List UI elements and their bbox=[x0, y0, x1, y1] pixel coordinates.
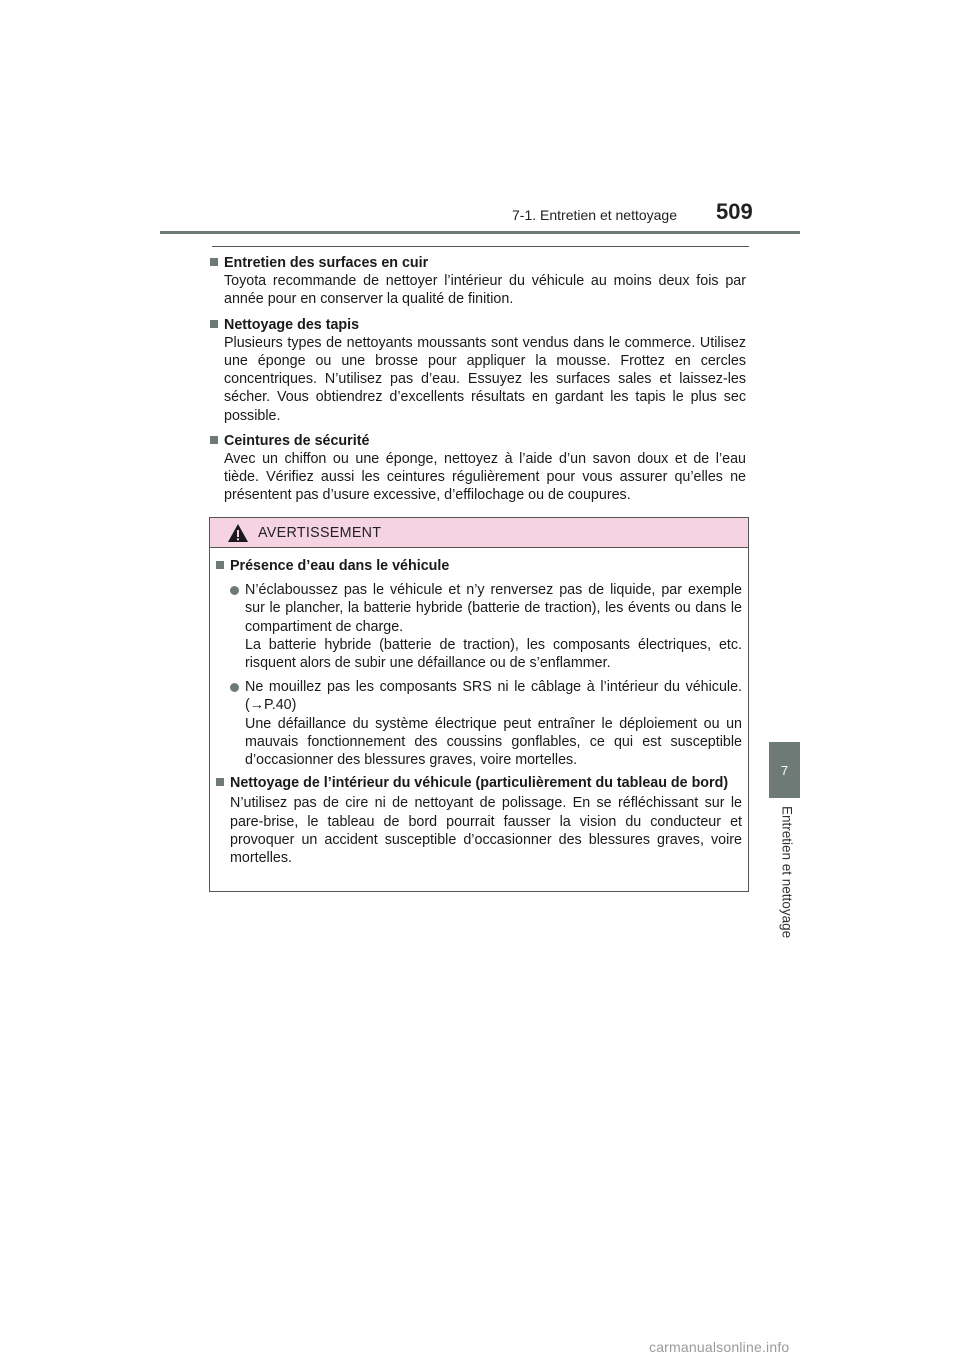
section-body: Plusieurs types de nettoyants moussants sont vendus dans le commerce. Utilisez une éponge ou une brosse pour appliquer la mousse. Frottez en cercles concentriques. N’utilisez pas d’eau. Essuyez les surfaces sales et laissez-les sécher. Vous obtiendrez d’excellents résultats en gardant les tapis le plus sec possible. bbox=[224, 334, 746, 424]
section-title: Ceintures de sécurité bbox=[224, 432, 370, 449]
warning-triangle-icon bbox=[227, 523, 249, 543]
warning-section-title: Nettoyage de l’intérieur du véhicule (particulièrement du tableau de bord) bbox=[230, 775, 729, 792]
warning-bullet bbox=[230, 581, 742, 672]
section-body: Avec un chiffon ou une éponge, nettoyez à l’aide d’un savon doux et de l’eau tiède. Vérifiez aussi les ceintures régulièrement pour vous assurer qu’elles ne présentent pas d’usure excessive, d’effilochage ou de coupures. bbox=[224, 451, 746, 504]
warning-title: AVERTISSEMENT bbox=[258, 524, 382, 541]
section-heading bbox=[210, 316, 746, 334]
section-body: Toyota recommande de nettoyer l’intérieur du véhicule au moins deux fois par année pour en conserver la qualité de finition. bbox=[224, 273, 746, 308]
warning-section-body: N’utilisez pas de cire ni de nettoyant de polissage. En se réfléchissant sur le pare-brise, le tableau de bord pourrait fausser la vision du conducteur et provoquer un accident susceptible d’occasionner des blessures graves, voire mortelles. bbox=[230, 795, 742, 867]
warning-header bbox=[210, 518, 748, 548]
round-bullet-icon bbox=[230, 683, 239, 692]
square-bullet-icon bbox=[216, 778, 224, 786]
warning-section-heading bbox=[216, 774, 742, 792]
section-title: Nettoyage des tapis bbox=[224, 316, 360, 333]
square-bullet-icon bbox=[210, 436, 218, 444]
chapter-label bbox=[780, 806, 794, 950]
warning-body bbox=[210, 548, 748, 867]
chapter-label-text: Entretien et nettoyage bbox=[779, 806, 795, 939]
warning-section-title: Présence d’eau dans le véhicule bbox=[230, 558, 450, 574]
warning-bullet-text: N’éclaboussez pas le véhicule et n’y renversez pas de liquide, par exemple sur le plancher, la batterie hybride (batterie de traction), les évents ou dans le compartiment de charge. bbox=[245, 582, 742, 635]
section-heading bbox=[210, 254, 746, 272]
warning-box bbox=[209, 517, 749, 892]
content-top-rule bbox=[212, 246, 749, 247]
warning-bullet-text: La batterie hybride (batterie de traction), les composants électriques, etc. risquent alors de subir une défaillance ou de s’enflammer. bbox=[245, 636, 742, 672]
watermark: carmanualsonline.info bbox=[649, 1339, 790, 1355]
section-title: Entretien des surfaces en cuir bbox=[224, 255, 429, 271]
square-bullet-icon bbox=[210, 320, 218, 328]
square-bullet-icon bbox=[216, 561, 224, 569]
chapter-tab[interactable] bbox=[769, 742, 800, 798]
main-content bbox=[210, 254, 746, 505]
header-section-title: 7-1. Entretien et nettoyage bbox=[512, 207, 677, 223]
header-rule bbox=[160, 231, 800, 234]
square-bullet-icon bbox=[210, 258, 218, 266]
section-heading bbox=[210, 432, 746, 450]
chapter-number: 7 bbox=[780, 762, 789, 778]
warning-bullet bbox=[230, 678, 742, 769]
round-bullet-icon bbox=[230, 586, 239, 595]
warning-section-heading bbox=[216, 557, 742, 575]
warning-bullet-text: Une défaillance du système électrique peut entraîner le déploiement ou un mauvais fonctionnement des coussins gonflables, ce qui est susceptible d’occasionner des blessures graves, voire mortelles. bbox=[245, 715, 742, 769]
warning-bullet-text: Ne mouillez pas les composants SRS ni le câblage à l’intérieur du véhicule. (→P.40) bbox=[245, 679, 742, 714]
page-number: 509 bbox=[716, 199, 753, 224]
